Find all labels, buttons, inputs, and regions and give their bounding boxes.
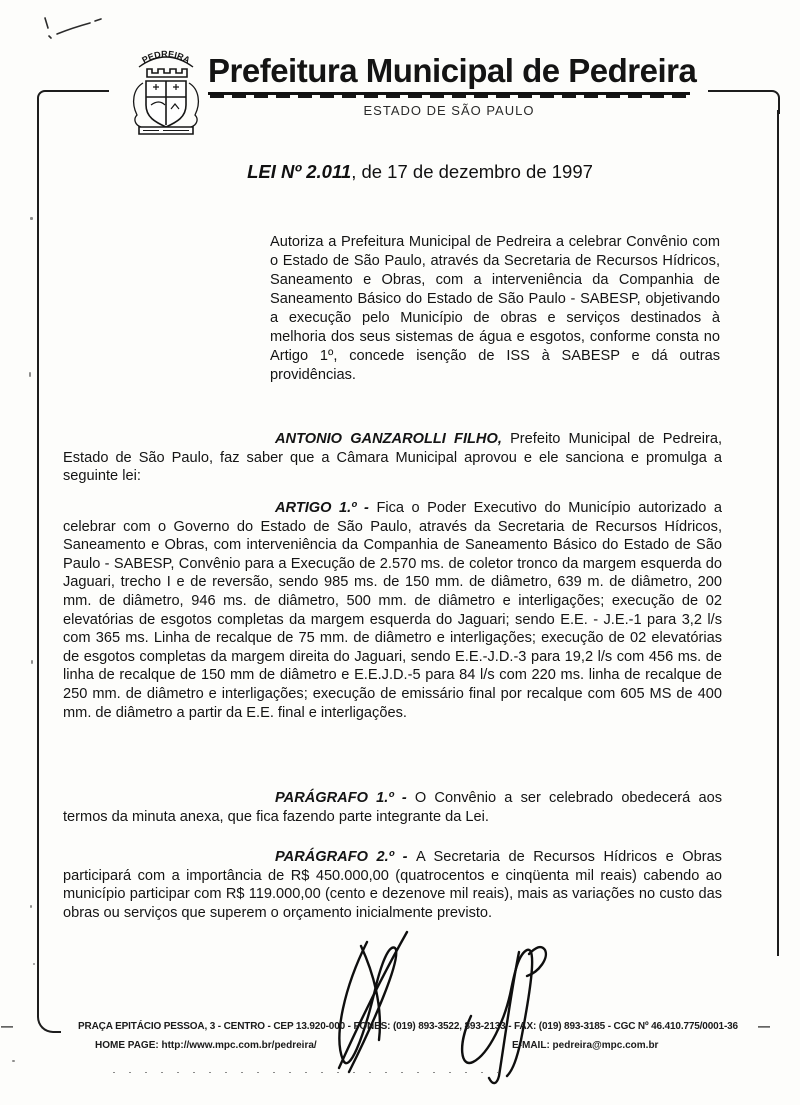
preamble-text: Prefeito Municipal de Pedreira, Estado de São Paulo, faz saber que a Câmara Municipal aprovou e ele sanciona e promulga a seguinte lei:: [63, 431, 723, 485]
law-number: LEI Nº 2.011: [247, 161, 352, 182]
law-date: , de 17 de dezembro de 1997: [351, 161, 593, 182]
clause-text: Fica o Poder Executivo do Município autorizado a celebrar com o Governo do Estado de São Paulo, através da Secretaria de Recursos Hídricos, Saneamento e Obras, com interveniência da Companhia de Saneamento Básico do Estado de São Paulo - SABESP, Convênio para a Execução de 2.570 ms. de coletor tronco da margem esquerda do Jaguari, trecho I e de reversão, sendo 985 ms. de 150 mm. de diâmetro, 639 m. de diâmetro, 200 mm. de diâmetro, 946 ms. de diâmetro, 500 mm. de diâmetro e interligações; execução de 02 elevatórias de esgotos completas da margem esquerda do Jaguari; sendo E.E. - J.E.-1 para 3,2 l/s com 365 ms. Linha de recalque de 75 mm. de diâmetro e interligações; execução de 02 elevatórias de esgotos completas da margem direita do Jaguari, sendo E.E.-J.D.-3 para 19,2 l/s com 456 ms. de linha de recalque de 150 mm de diâmetro e E.E.J.D.-5 para 84 l/s com 220 ms. linha de recalque de 250 mm. de diâmetro e interligações; execução de emissário final por recalque com 605 MS de 400 mm. de diâmetro a partir da E.E. final e interligações.: [63, 500, 722, 721]
left-edge-dash-artifact: —: [1, 1019, 13, 1033]
clause-paragrafo-2: [63, 848, 722, 922]
footer-homepage: HOME PAGE: http://www.mpc.com.br/pedreira/: [95, 1040, 317, 1051]
svg-text:PEDREIRA: [140, 49, 192, 66]
clause-artigo-1: [63, 499, 722, 722]
law-summary: Autoriza a Prefeitura Municipal de Pedreira a celebrar Convênio com o Estado de São Paulo, através da Secretaria de Recursos Hídricos, Saneamento e Obras, com a interveniência da Companhia de Saneamento Básico do Estado de São Paulo - SABESP, objetivando a execução pelo Município de obras e serviços destinados à melhoria dos seus sistemas de água e esgotos, conforme consta no Artigo 1º, concede isenção de ISS à SABESP e dá outras providências.: [270, 234, 720, 383]
frame-corner-bottom-left: [37, 1006, 61, 1033]
clause-lead: PARÁGRAFO 1.º -: [275, 790, 415, 806]
law-preamble: [63, 430, 722, 486]
preamble-lead: ANTONIO GANZAROLLI FILHO,: [275, 431, 502, 447]
law-title: [140, 161, 700, 183]
clause-lead: PARÁGRAFO 2.º -: [275, 849, 416, 865]
frame-right-line: [777, 110, 779, 956]
scan-speck: [33, 963, 35, 965]
clause-text: O Convênio a ser celebrado obedecerá aos termos da minuta anexa, que fica fazendo parte integrante da Lei.: [63, 790, 722, 825]
clause-lead: ARTIGO 1.º -: [275, 500, 377, 516]
clause-paragrafo-1: [63, 789, 722, 826]
footer-email: E-MAIL: pedreira@mpc.com.br: [512, 1040, 659, 1051]
handwritten-signatures: [315, 928, 565, 1088]
scan-speck: [31, 660, 33, 664]
scan-speck: [12, 1060, 15, 1062]
frame-corner-top-right: [708, 90, 780, 114]
clause-text: A Secretaria de Recursos Hídricos e Obras participará com a importância de R$ 450.000,00 (quatrocentos e cinqüenta mil reais) cabendo ao município participar com R$ 119.000,00 (cento e dezenove mil reais), mais as variações no custo das obras ou serviços que superem o orçamento inicialmente previsto.: [63, 849, 722, 921]
municipal-crest-icon: [123, 43, 209, 139]
scan-speck: [29, 372, 31, 377]
org-title: Prefeitura Municipal de Pedreira: [208, 52, 690, 95]
scan-speck: [30, 217, 33, 220]
org-title-dashed-underline: [210, 95, 688, 98]
pen-scribble-artifact: [35, 8, 125, 53]
crest-arc-text: PEDREIRA: [140, 48, 192, 66]
state-subtitle: ESTADO DE SÃO PAULO: [363, 103, 535, 118]
frame-corner-top-left: [37, 90, 109, 114]
scan-speck: [30, 905, 32, 908]
footer-address-line: PRAÇA EPITÁCIO PESSOA, 3 - CENTRO - CEP 13.920-000 - FONES: (019) 893-3522, 893-2133 - FAX: (019) 893-3185 - CGC Nº 46.410.775/0001-36: [78, 1021, 738, 1032]
frame-left-line: [37, 110, 39, 1008]
right-edge-dash-artifact: —: [758, 1019, 770, 1033]
dotted-scan-artifact: [113, 1072, 498, 1073]
